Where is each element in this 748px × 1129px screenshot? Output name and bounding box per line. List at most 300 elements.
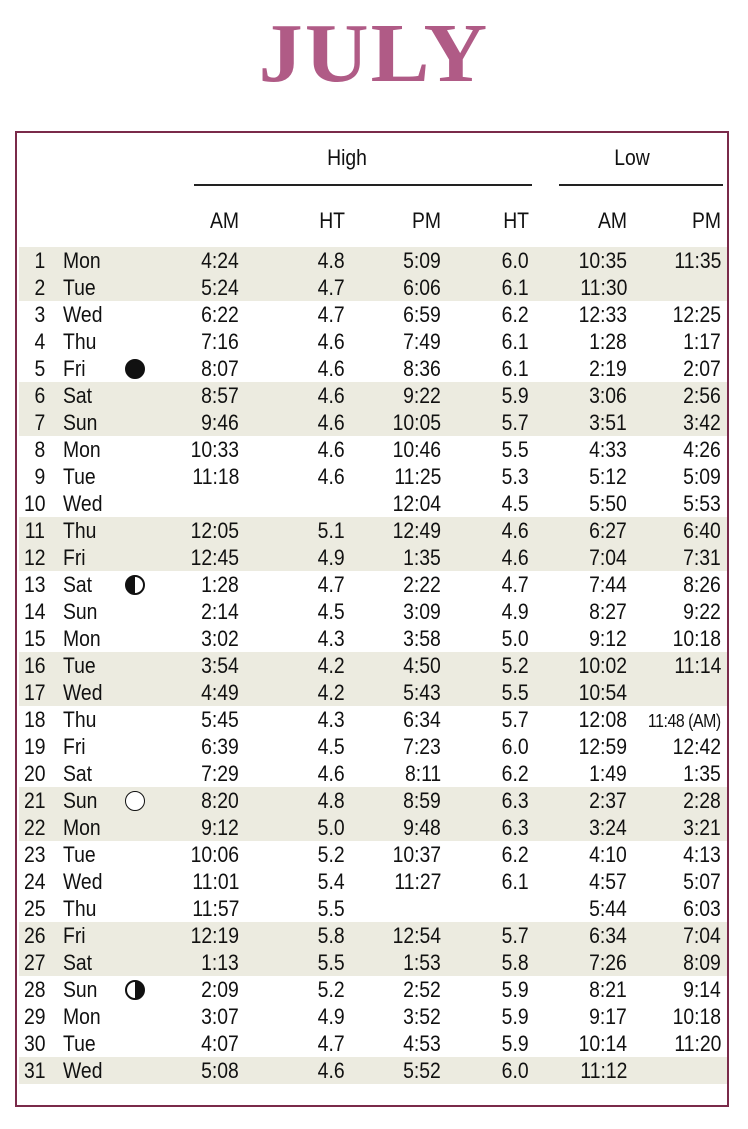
low-am-time: 3:51 <box>589 410 627 435</box>
high-pm-time: 8:36 <box>403 356 441 381</box>
high-pm-time: 3:58 <box>403 626 441 651</box>
high-pm-time: 6:59 <box>403 302 441 327</box>
table-row <box>19 841 727 868</box>
high-pm-time: 4:53 <box>403 1031 441 1056</box>
weekday: Mon <box>63 248 101 273</box>
high-am-time: 8:57 <box>201 383 239 408</box>
weekday: Fri <box>63 356 86 381</box>
weekday: Tue <box>63 653 96 678</box>
high-pm-time: 5:09 <box>403 248 441 273</box>
high-am-time: 3:07 <box>201 1004 239 1029</box>
moon-phase <box>123 980 147 1000</box>
low-am-time: 11:12 <box>579 1058 627 1083</box>
high-pm-height: 4.6 <box>502 518 529 543</box>
high-am-time: 4:24 <box>201 248 239 273</box>
high-pm-height: 5.5 <box>502 437 529 462</box>
high-pm-time: 5:43 <box>403 680 441 705</box>
high-am-height: 4.6 <box>318 356 345 381</box>
high-am-height: 4.7 <box>318 1031 345 1056</box>
high-am-time: 11:18 <box>191 464 239 489</box>
high-pm-time <box>349 895 441 922</box>
low-am-time: 10:14 <box>578 1031 627 1056</box>
high-am-time: 9:46 <box>201 410 239 435</box>
high-am-time <box>119 490 239 517</box>
high-am-time: 10:33 <box>190 437 239 462</box>
high-am-height: 4.7 <box>318 302 345 327</box>
high-pm-height: 6.1 <box>502 329 529 354</box>
weekday: Sat <box>63 950 93 975</box>
low-pm-time: 12:25 <box>672 302 721 327</box>
low-am-time: 10:02 <box>578 653 627 678</box>
high-am-height: 4.6 <box>318 464 345 489</box>
high-am-height: 4.7 <box>318 572 345 597</box>
table-row <box>19 274 727 301</box>
high-am-height: 5.5 <box>318 896 345 921</box>
table-row <box>19 760 727 787</box>
day-number: 21 <box>23 788 45 813</box>
high-pm-time: 6:06 <box>403 275 441 300</box>
weekday: Wed <box>63 680 103 705</box>
high-pm-height: 6.0 <box>502 734 529 759</box>
high-pm-height: 4.9 <box>502 599 529 624</box>
high-am-height: 4.2 <box>318 680 345 705</box>
table-row <box>19 652 727 679</box>
high-am-time: 12:19 <box>190 923 239 948</box>
header-high-am-ht: HT <box>319 208 345 233</box>
day-number: 4 <box>34 329 45 354</box>
high-am-height: 4.6 <box>318 761 345 786</box>
high-pm-height: 5.9 <box>502 383 529 408</box>
high-pm-height: 5.7 <box>502 923 529 948</box>
high-am-time: 11:01 <box>191 869 239 894</box>
low-pm-time <box>629 1057 721 1084</box>
table-row <box>19 868 727 895</box>
full-moon-icon <box>125 791 145 811</box>
weekday: Thu <box>63 518 97 543</box>
high-pm-time: 9:22 <box>403 383 441 408</box>
high-am-time: 2:09 <box>201 977 239 1002</box>
day-number: 23 <box>23 842 45 867</box>
low-pm-time: 5:09 <box>683 464 721 489</box>
day-number: 11 <box>24 518 45 543</box>
table-row <box>19 814 727 841</box>
high-am-height: 4.5 <box>318 599 345 624</box>
day-number: 31 <box>23 1058 45 1083</box>
low-pm-time: 1:35 <box>683 761 721 786</box>
low-pm-time: 8:26 <box>683 572 721 597</box>
weekday: Fri <box>63 923 86 948</box>
day-number: 26 <box>23 923 45 948</box>
day-number: 14 <box>23 599 45 624</box>
moon-phase <box>123 575 147 595</box>
day-number: 25 <box>23 896 45 921</box>
high-pm-height: 5.9 <box>502 977 529 1002</box>
low-pm-time: 3:21 <box>683 815 721 840</box>
high-pm-height: 5.2 <box>502 653 529 678</box>
low-am-time: 10:35 <box>578 248 627 273</box>
high-pm-height: 4.6 <box>502 545 529 570</box>
high-am-height: 4.9 <box>318 545 345 570</box>
day-number: 13 <box>23 572 45 597</box>
high-pm-time: 3:09 <box>403 599 441 624</box>
day-number: 17 <box>23 680 45 705</box>
low-pm-time: 10:18 <box>672 626 721 651</box>
low-am-time: 4:57 <box>589 869 627 894</box>
day-number: 16 <box>23 653 45 678</box>
high-am-time: 12:05 <box>190 518 239 543</box>
table-row <box>19 1057 727 1084</box>
high-pm-height: 5.9 <box>502 1004 529 1029</box>
high-pm-time: 12:49 <box>392 518 441 543</box>
high-pm-time: 12:04 <box>392 491 441 516</box>
high-pm-height: 6.2 <box>502 302 529 327</box>
header-high: High <box>327 145 367 170</box>
high-pm-height <box>449 895 529 922</box>
high-am-time: 4:07 <box>201 1031 239 1056</box>
day-number: 9 <box>34 464 45 489</box>
high-am-time: 8:07 <box>201 356 239 381</box>
weekday: Sun <box>63 599 98 624</box>
table-row <box>19 922 727 949</box>
table-row <box>19 328 727 355</box>
table-row <box>19 571 727 598</box>
low-pm-time: 3:42 <box>683 410 721 435</box>
moon-phase <box>123 359 147 379</box>
month-title: JULY <box>258 7 490 100</box>
day-number: 22 <box>23 815 45 840</box>
table-row <box>19 976 727 1003</box>
low-divider <box>559 184 723 186</box>
high-am-height: 5.5 <box>318 950 345 975</box>
high-pm-time: 10:05 <box>392 410 441 435</box>
high-pm-height: 6.3 <box>502 815 529 840</box>
high-pm-time: 8:11 <box>404 761 441 786</box>
day-number: 8 <box>34 437 45 462</box>
low-am-time: 7:26 <box>589 950 627 975</box>
high-pm-height: 6.1 <box>502 275 529 300</box>
low-am-time: 6:34 <box>589 923 627 948</box>
high-pm-height: 6.0 <box>502 248 529 273</box>
high-pm-time: 7:49 <box>403 329 441 354</box>
weekday: Sun <box>63 788 98 813</box>
high-pm-time: 5:52 <box>403 1058 441 1083</box>
high-pm-height: 5.3 <box>502 464 529 489</box>
high-pm-height: 5.7 <box>502 707 529 732</box>
high-pm-time: 11:27 <box>393 869 441 894</box>
weekday: Sat <box>63 383 93 408</box>
low-am-time: 9:17 <box>589 1004 627 1029</box>
high-pm-time: 4:50 <box>403 653 441 678</box>
day-number: 12 <box>23 545 45 570</box>
low-am-time: 3:06 <box>589 383 627 408</box>
low-am-time: 4:33 <box>589 437 627 462</box>
high-pm-time: 10:46 <box>392 437 441 462</box>
weekday: Thu <box>63 707 97 732</box>
low-pm-time: 9:14 <box>683 977 721 1002</box>
high-pm-height: 6.2 <box>502 761 529 786</box>
tide-table <box>15 131 729 1107</box>
high-am-height: 4.6 <box>318 383 345 408</box>
header-high-pm-ht: HT <box>503 208 529 233</box>
high-am-height: 5.2 <box>318 842 345 867</box>
header-low-am: AM <box>597 208 627 233</box>
day-number: 19 <box>23 734 45 759</box>
high-am-time: 10:06 <box>190 842 239 867</box>
table-row <box>19 490 727 517</box>
table-row <box>19 625 727 652</box>
table-row <box>19 706 727 733</box>
high-am-height: 5.1 <box>318 518 345 543</box>
weekday: Tue <box>63 275 96 300</box>
low-pm-time: 11:14 <box>673 653 721 678</box>
moon-phase <box>123 791 147 811</box>
high-am-height: 4.8 <box>318 248 345 273</box>
table-row <box>19 382 727 409</box>
high-am-height: 4.8 <box>318 788 345 813</box>
high-am-time: 6:22 <box>201 302 239 327</box>
high-pm-time: 8:59 <box>403 788 441 813</box>
high-pm-time: 9:48 <box>403 815 441 840</box>
high-am-time: 6:39 <box>201 734 239 759</box>
high-am-time: 8:20 <box>201 788 239 813</box>
high-am-height: 4.6 <box>318 437 345 462</box>
high-am-height: 4.5 <box>318 734 345 759</box>
day-number: 27 <box>23 950 45 975</box>
low-pm-time: 10:18 <box>672 1004 721 1029</box>
high-pm-time: 12:54 <box>392 923 441 948</box>
low-am-time: 8:27 <box>589 599 627 624</box>
high-pm-height: 4.7 <box>502 572 529 597</box>
high-am-time: 7:16 <box>201 329 239 354</box>
weekday: Mon <box>63 1004 101 1029</box>
header-low: Low <box>614 145 650 170</box>
table-row <box>19 733 727 760</box>
header-high-am: AM <box>209 208 239 233</box>
table-row <box>19 436 727 463</box>
low-am-time: 1:49 <box>589 761 627 786</box>
day-number: 20 <box>23 761 45 786</box>
low-am-time: 12:59 <box>578 734 627 759</box>
high-am-height: 4.9 <box>318 1004 345 1029</box>
low-am-time: 9:12 <box>589 626 627 651</box>
high-pm-height: 6.2 <box>502 842 529 867</box>
low-am-time: 5:12 <box>589 464 627 489</box>
low-am-time: 2:37 <box>589 788 627 813</box>
low-pm-time <box>629 274 721 301</box>
weekday: Fri <box>63 734 86 759</box>
high-pm-time: 2:52 <box>403 977 441 1002</box>
weekday: Tue <box>63 842 96 867</box>
table-row <box>19 1030 727 1057</box>
high-pm-height: 6.3 <box>502 788 529 813</box>
day-number: 28 <box>23 977 45 1002</box>
day-number: 29 <box>23 1004 45 1029</box>
high-pm-time: 1:53 <box>403 950 441 975</box>
high-am-time: 3:02 <box>201 626 239 651</box>
table-row <box>19 679 727 706</box>
high-pm-time: 3:52 <box>403 1004 441 1029</box>
high-pm-height: 5.9 <box>502 1031 529 1056</box>
weekday: Wed <box>63 302 103 327</box>
high-pm-height: 6.1 <box>502 356 529 381</box>
weekday: Sat <box>63 761 93 786</box>
day-number: 6 <box>34 383 45 408</box>
high-pm-height: 5.5 <box>502 680 529 705</box>
weekday: Sun <box>63 977 98 1002</box>
high-pm-time: 6:34 <box>403 707 441 732</box>
table-row <box>19 463 727 490</box>
low-am-time: 11:30 <box>579 275 627 300</box>
table-row <box>19 949 727 976</box>
low-pm-time: 4:13 <box>683 842 721 867</box>
high-am-height: 4.3 <box>318 707 345 732</box>
low-am-time: 5:44 <box>589 896 627 921</box>
table-row <box>19 301 727 328</box>
low-pm-time: 2:07 <box>683 356 721 381</box>
low-am-time: 3:24 <box>589 815 627 840</box>
low-pm-time: 11:35 <box>673 248 721 273</box>
high-am-height: 4.2 <box>318 653 345 678</box>
low-pm-time: 4:26 <box>683 437 721 462</box>
low-pm-time: 6:40 <box>683 518 721 543</box>
table-row <box>19 1003 727 1030</box>
weekday: Mon <box>63 815 101 840</box>
low-pm-time: 9:22 <box>683 599 721 624</box>
day-number: 15 <box>23 626 45 651</box>
day-number: 30 <box>23 1031 45 1056</box>
high-am-time: 5:24 <box>201 275 239 300</box>
low-am-time: 12:08 <box>578 707 627 732</box>
high-am-time: 1:13 <box>201 950 239 975</box>
day-number: 7 <box>34 410 45 435</box>
high-pm-height: 4.5 <box>502 491 529 516</box>
weekday: Sat <box>63 572 93 597</box>
low-pm-time: 5:07 <box>683 869 721 894</box>
weekday: Thu <box>63 329 97 354</box>
high-am-time: 7:29 <box>201 761 239 786</box>
high-am-height: 5.0 <box>318 815 345 840</box>
table-row <box>19 787 727 814</box>
table-row <box>19 544 727 571</box>
weekday: Wed <box>63 1058 103 1083</box>
high-pm-time: 1:35 <box>403 545 441 570</box>
high-am-time: 1:28 <box>201 572 239 597</box>
table-row <box>19 517 727 544</box>
high-am-height: 4.7 <box>318 275 345 300</box>
low-pm-time: 11:48 (AM) <box>648 711 721 731</box>
day-number: 2 <box>34 275 45 300</box>
header-high-pm: PM <box>411 208 441 233</box>
high-pm-height: 5.0 <box>502 626 529 651</box>
weekday: Wed <box>63 491 103 516</box>
table-row <box>19 895 727 922</box>
low-am-time: 1:28 <box>589 329 627 354</box>
table-row <box>19 409 727 436</box>
low-am-time: 7:04 <box>589 545 627 570</box>
low-pm-time: 8:09 <box>683 950 721 975</box>
high-pm-time: 10:37 <box>392 842 441 867</box>
high-am-time: 4:49 <box>201 680 239 705</box>
low-pm-time: 6:03 <box>683 896 721 921</box>
high-am-time: 9:12 <box>201 815 239 840</box>
weekday: Fri <box>63 545 86 570</box>
tide-rows <box>19 247 727 1084</box>
low-am-time: 12:33 <box>578 302 627 327</box>
low-pm-time: 7:31 <box>683 545 721 570</box>
day-number: 10 <box>23 491 45 516</box>
high-pm-time: 7:23 <box>403 734 441 759</box>
high-am-height <box>249 490 345 517</box>
high-pm-height: 5.7 <box>502 410 529 435</box>
low-pm-time: 2:28 <box>683 788 721 813</box>
high-pm-height: 6.1 <box>502 869 529 894</box>
last-quarter-icon <box>125 980 145 1000</box>
day-number: 3 <box>34 302 45 327</box>
low-pm-time <box>629 679 721 706</box>
high-pm-time: 11:25 <box>393 464 441 489</box>
high-am-height: 4.6 <box>318 329 345 354</box>
high-divider <box>194 184 532 186</box>
table-row <box>19 247 727 274</box>
low-pm-time: 1:17 <box>683 329 721 354</box>
table-row <box>19 355 727 382</box>
low-pm-time: 12:42 <box>672 734 721 759</box>
low-pm-time: 2:56 <box>683 383 721 408</box>
high-pm-height: 6.0 <box>502 1058 529 1083</box>
low-pm-time: 11:20 <box>673 1031 721 1056</box>
high-am-height: 4.3 <box>318 626 345 651</box>
weekday: Tue <box>63 1031 96 1056</box>
weekday: Wed <box>63 869 103 894</box>
high-am-height: 5.2 <box>318 977 345 1002</box>
low-am-time: 8:21 <box>589 977 627 1002</box>
high-am-height: 5.4 <box>318 869 345 894</box>
low-am-time: 2:19 <box>589 356 627 381</box>
high-am-height: 4.6 <box>318 1058 345 1083</box>
day-number: 24 <box>23 869 45 894</box>
low-am-time: 7:44 <box>589 572 627 597</box>
weekday: Mon <box>63 626 101 651</box>
high-am-time: 5:08 <box>201 1058 239 1083</box>
high-am-height: 5.8 <box>318 923 345 948</box>
day-number: 1 <box>34 248 45 273</box>
high-am-time: 11:57 <box>191 896 239 921</box>
low-pm-time: 7:04 <box>683 923 721 948</box>
day-number: 18 <box>23 707 45 732</box>
low-pm-time: 5:53 <box>683 491 721 516</box>
low-am-time: 5:50 <box>589 491 627 516</box>
high-pm-height: 5.8 <box>502 950 529 975</box>
weekday: Tue <box>63 464 96 489</box>
low-am-time: 10:54 <box>578 680 627 705</box>
high-am-time: 12:45 <box>190 545 239 570</box>
high-am-time: 2:14 <box>201 599 239 624</box>
day-number: 5 <box>34 356 45 381</box>
high-am-height: 4.6 <box>318 410 345 435</box>
new-moon-icon <box>125 359 145 379</box>
weekday: Mon <box>63 437 101 462</box>
weekday: Thu <box>63 896 97 921</box>
first-quarter-icon <box>125 575 145 595</box>
high-pm-time: 2:22 <box>403 572 441 597</box>
high-am-time: 5:45 <box>201 707 239 732</box>
low-am-time: 6:27 <box>589 518 627 543</box>
low-am-time: 4:10 <box>589 842 627 867</box>
header-low-pm: PM <box>691 208 721 233</box>
table-row <box>19 598 727 625</box>
weekday: Sun <box>63 410 98 435</box>
high-am-time: 3:54 <box>201 653 239 678</box>
